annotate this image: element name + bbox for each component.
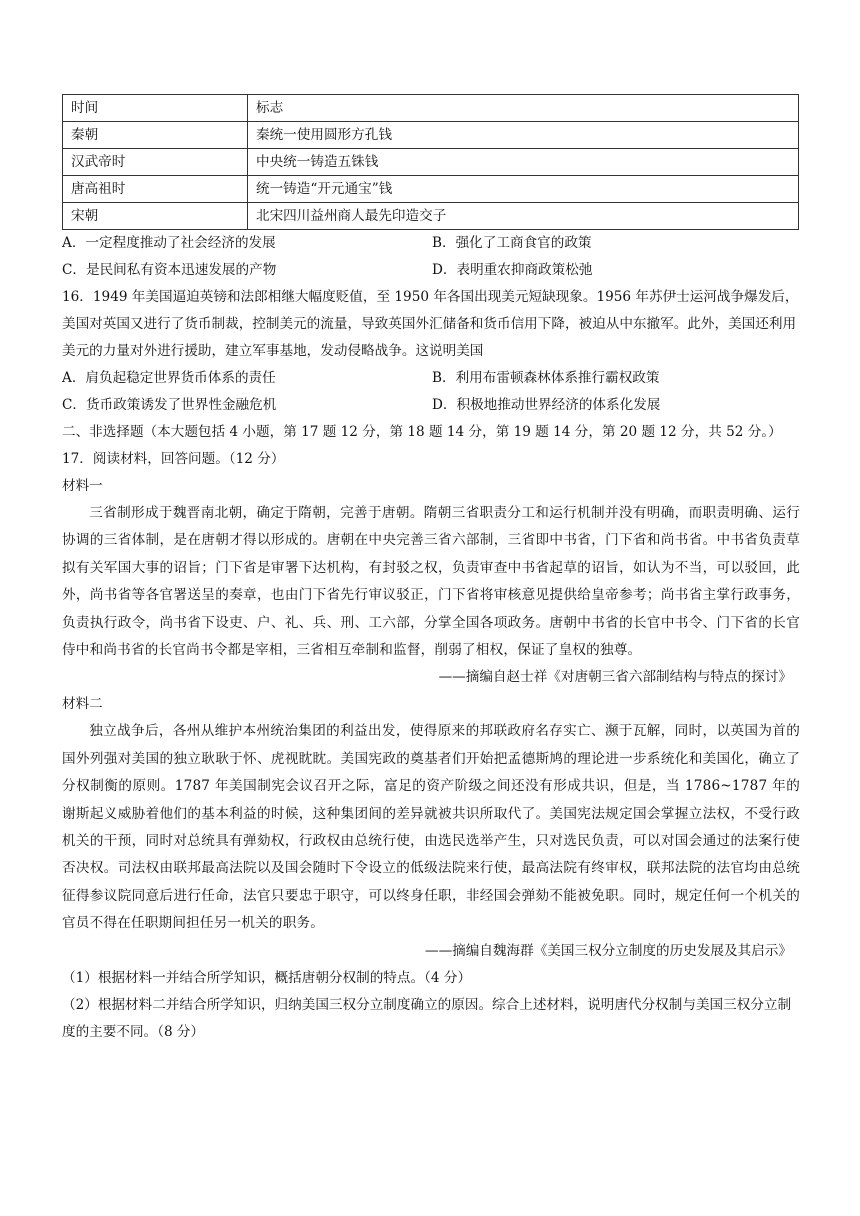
table-header-cell: 时间 [63,95,248,122]
option-c: C．是民间私有资本迅速发展的产物 [62,262,277,278]
option-a: A．肩负起稳定世界货币体系的责任 [62,370,276,386]
table-row [63,122,799,149]
option-d: D．表明重农抑商政策松弛 [432,262,593,278]
table-cell: 秦朝 [63,122,248,149]
table-header-cell: 标志 [248,95,799,122]
option-a: A．一定程度推动了社会经济的发展 [62,235,276,251]
sub-question-1: （1）根据材料一并结合所学知识，概括唐朝分权制的特点。（4 分） [62,969,472,986]
table-cell: 汉武帝时 [63,149,248,176]
material-two-source: ——摘编自魏海群《美国三权分立制度的历史发展及其启示》 [424,942,792,959]
material-one-source: ——摘编自赵士祥《对唐朝三省六部制结构与特点的探讨》 [438,669,792,686]
table-cell: 唐高祖时 [63,176,248,203]
table-cell: 北宋四川益州商人最先印造交子 [248,203,799,230]
sub-question-2: （2）根据材料二并结合所学知识，归纳美国三权分立制度确立的原因。综合上述材料，说明唐代分权制与美国三权分立制度的主要不同。（8 分） [62,996,792,1040]
table-row [63,176,799,203]
material-two-label: 材料二 [62,696,103,713]
table-cell: 统一铸造“开元通宝”钱 [248,176,799,203]
table-header-row [63,95,799,122]
currency-table [62,94,799,230]
q15-options [62,230,800,284]
option-c: C．货币政策诱发了世界性金融危机 [62,397,277,413]
material-one-label: 材料一 [62,478,103,494]
q17-title: 17．阅读材料，回答问题。（12 分） [62,451,285,467]
option-b: B．强化了工商食官的政策 [432,235,592,251]
exam-page [62,94,800,1046]
section-heading: 二、非选择题（本大题包括 4 小题，第 17 题 12 分，第 18 题 14 分，第 19 题 14 分，第 20 题 12 分，共 52 分。） [62,424,782,440]
q16-stem: 16．1949 年美国逼迫英镑和法郎相继大幅度贬值，至 1950 年各国出现美元短缺现象。1956 年苏伊士运河战争爆发后，美国对英国又进行了货币制裁，控制美元的流量，导致英国外汇储备和货币信用下降，被迫从中东撤军。此外，美国还利用美元的力量对外进行援助，建立军事基地，发动侵略战争。这说明美国 [62,289,799,359]
material-one-text: 三省制形成于魏晋南北朝，确定于隋朝，完善于唐朝。隋朝三省职责分工和运行机制并没有明确，而职责明确、运行协调的三省体制，是在唐朝才得以形成的。唐朝在中央完善三省六部制，三省即中书省，门下省和尚书省。中书省负责草拟有关军国大事的诏旨；门下省是审署下达机构，有封驳之权，负责审查中书省起草的诏旨，如认为不当，可以驳回，此外，尚书省等各官署送呈的奏章，也由门下省先行审议驳正，门下省将审核意见提供给皇帝参考；尚书省主掌行政事务，负责执行政令，尚书省下设吏、户、礼、兵、刑、工六部，分掌全国各项政务。唐朝中书省的长官中书令、门下省的长官侍中和尚书省的长官尚书令都是宰相，三省相互牵制和监督，削弱了相权，保证了皇权的独尊。 [62,505,800,659]
option-d: D．积极地推动世界经济的体系化发展 [432,397,661,413]
table-row [63,203,799,230]
table-row [63,149,799,176]
table-cell: 秦统一使用圆形方孔钱 [248,122,799,149]
material-two-text: 独立战争后，各州从维护本州统治集团的利益出发，使得原来的邦联政府名存实亡、濒于瓦解，同时，以英国为首的国外列强对美国的独立耿耿于怀、虎视眈眈。美国宪政的奠基者们开始把孟德斯鸠的理论进一步系统化和美国化，确立了分权制衡的原则。1787 年美国制宪会议召开之际，富足的资产阶级之间还没有形成共识，但是，当 1786~1787 年的谢斯起义威胁着他们的基本利益的时候，这种集团间的差异就被共识所取代了。美国宪法规定国会掌握立法权，不受行政机关的干预，同时对总统具有弹劾权，行政权由总统行使，由选民选举产生，只对选民负责，可以对国会通过的法案行使否决权。司法权由联邦最高法院以及国会随时下令设立的低级法院来行使，最高法院有终审权，联邦法院的法官均由总统征得参议院同意后进行任命，法官只要忠于职守，可以终身任职，非经国会弹劾不能被免职。同时，规定任何一个机关的官员不得在任职期间担任另一机关的职务。 [62,723,800,932]
table-cell: 中央统一铸造五铢钱 [248,149,799,176]
q16-options [62,365,800,419]
table-cell: 宋朝 [63,203,248,230]
option-b: B．利用布雷顿森林体系推行霸权政策 [432,370,660,386]
